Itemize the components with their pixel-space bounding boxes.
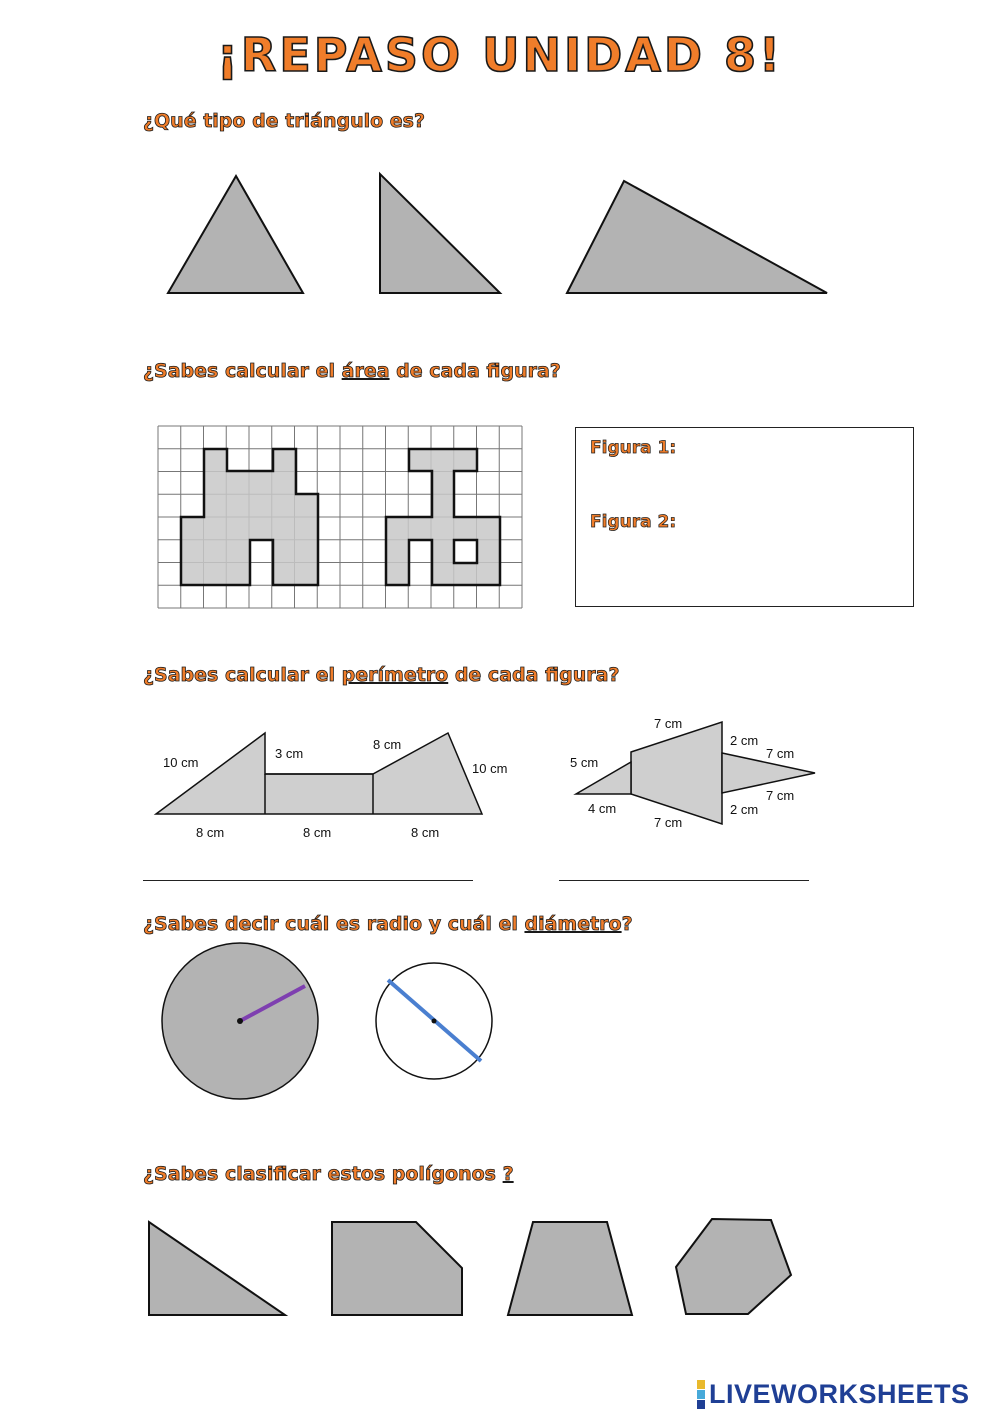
liveworksheets-logo-text: LIVEWORKSHEETS bbox=[709, 1378, 970, 1409]
fig2-label-right-top-short: 2 cm bbox=[730, 733, 759, 748]
triangles-figures bbox=[0, 170, 1000, 310]
polygons-question: ¿Sabes clasificar estos polígonos ? bbox=[143, 1163, 514, 1185]
circle-with-radius bbox=[162, 943, 318, 1099]
polygons-figures bbox=[0, 1210, 1000, 1330]
fig2-label-tip-bottom: 7 cm bbox=[766, 788, 795, 803]
fig1-label-hyp-left: 10 cm bbox=[163, 755, 199, 770]
fig1-label-base2: 8 cm bbox=[303, 825, 332, 840]
triangles-question: ¿Qué tipo de triángulo es? bbox=[143, 110, 426, 132]
area-figure-2-hole bbox=[454, 540, 477, 563]
perimeter-figure-1 bbox=[156, 733, 507, 840]
triangle-obtuse bbox=[567, 181, 827, 293]
perimeter-answer-line-2[interactable] bbox=[559, 880, 809, 881]
perimeter-answer-line-1[interactable] bbox=[143, 880, 473, 881]
area-answer-box[interactable] bbox=[575, 427, 914, 607]
polygon-triangle bbox=[149, 1222, 285, 1315]
liveworksheets-logo-icon bbox=[697, 1380, 705, 1409]
figure-1-label: Figura 1: bbox=[590, 438, 677, 458]
fig1-label-top-right: 8 cm bbox=[373, 737, 402, 752]
area-question: ¿Sabes calcular el área de cada figura? bbox=[143, 360, 561, 382]
liveworksheets-logo bbox=[697, 1374, 970, 1414]
page-title: ¡REPASO UNIDAD 8! bbox=[216, 28, 784, 82]
fig2-label-top: 7 cm bbox=[654, 716, 683, 731]
figure-2-label: Figura 2: bbox=[590, 512, 677, 532]
fig1-label-right: 10 cm bbox=[472, 761, 508, 776]
area-figure-2 bbox=[386, 449, 500, 585]
fig2-label-left-short: 5 cm bbox=[570, 755, 599, 770]
circles-question: ¿Sabes decir cuál es radio y cuál el diámetro? bbox=[143, 913, 633, 935]
circles-figures bbox=[0, 940, 1000, 1110]
fig2-label-right-bottom-short: 2 cm bbox=[730, 802, 759, 817]
fig1-label-base3: 8 cm bbox=[411, 825, 440, 840]
polygon-pentagon bbox=[332, 1222, 462, 1315]
triangle-acute bbox=[168, 176, 303, 293]
triangle-right bbox=[380, 174, 500, 293]
fig1-label-base1: 8 cm bbox=[196, 825, 225, 840]
fig1-label-mid-vertical: 3 cm bbox=[275, 746, 304, 761]
fig2-label-bottom-short: 4 cm bbox=[588, 801, 617, 816]
perimeter-figures bbox=[0, 710, 1000, 850]
perimeter-question: ¿Sabes calcular el perímetro de cada figura? bbox=[143, 664, 620, 686]
polygon-hexagon bbox=[676, 1219, 791, 1314]
polygon-trapezoid bbox=[508, 1222, 632, 1315]
perimeter-figure-2 bbox=[570, 716, 815, 830]
circle-with-diameter bbox=[376, 963, 492, 1079]
fig2-label-tip-top: 7 cm bbox=[766, 746, 795, 761]
fig2-label-bottom: 7 cm bbox=[654, 815, 683, 830]
